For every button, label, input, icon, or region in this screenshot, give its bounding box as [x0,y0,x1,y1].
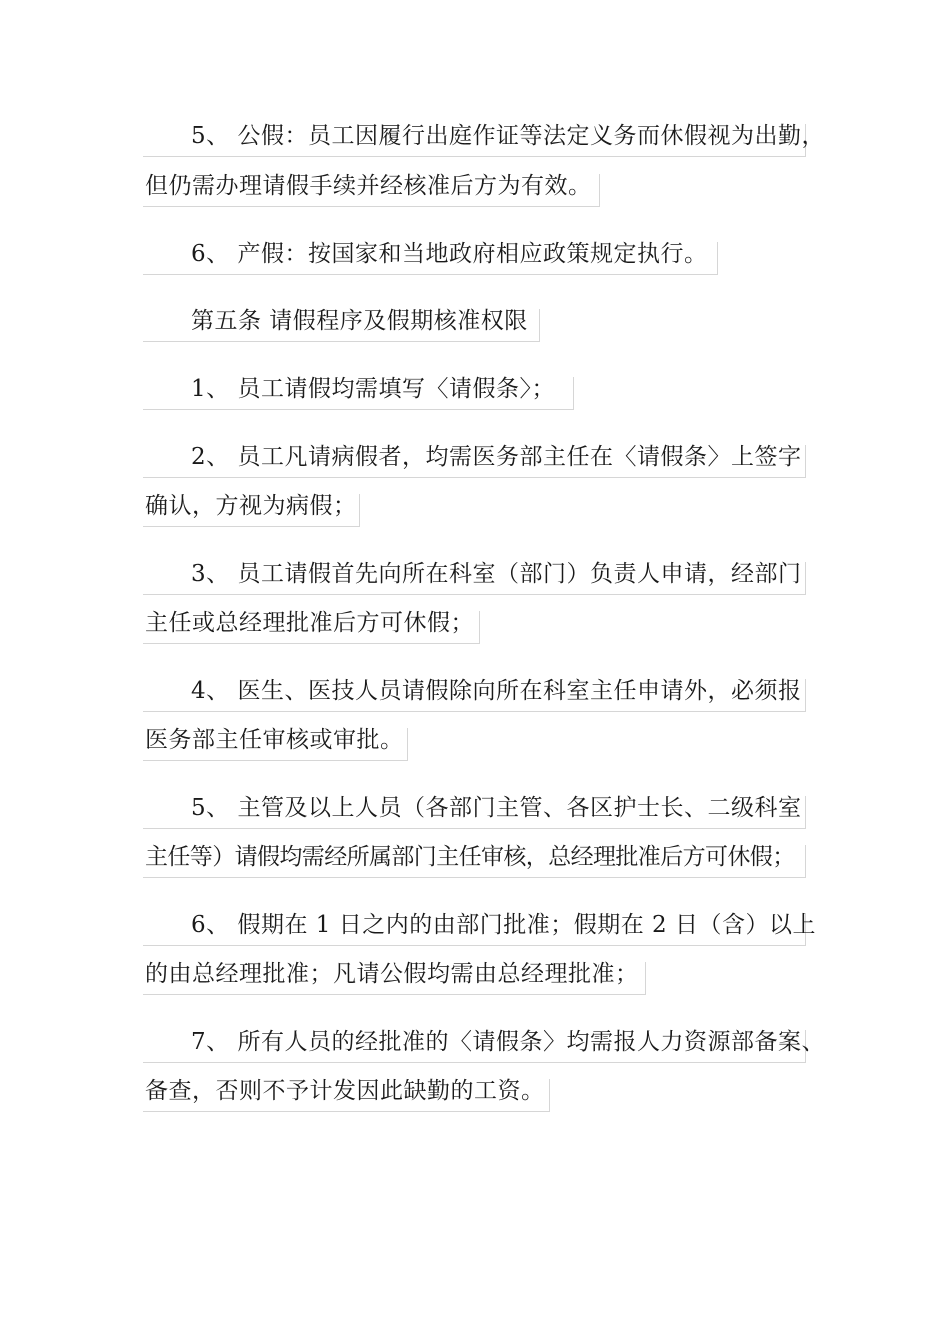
paragraph-2-line-1: 6、 产假：按国家和当地政府相应政策规定执行。 [191,241,708,267]
item-5-line-1: 5、 主管及以上人员（各部门主管、各区护士长、二级科室 [191,795,802,821]
item-1-line-1: 1、 员工请假均需填写〈请假条〉； [191,376,555,402]
item-5-line-2: 主任等）请假均需经所属部门主任审核，总经理批准后方可休假； [145,844,795,870]
item-4-line-2: 医务部主任审核或审批。 [145,727,404,753]
item-7-line-2: 备查，否则不予计发因此缺勤的工资。 [145,1078,545,1104]
item-2-line-1: 2、 员工凡请病假者，均需医务部主任在〈请假条〉上签字 [191,444,802,470]
item-3-line-2: 主任或总经理批准后方可休假； [145,610,474,636]
item-4-line-1: 4、 医生、医技人员请假除向所在科室主任申请外，必须报 [191,678,802,704]
item-2-line-2: 确认，方视为病假； [145,493,357,519]
item-7-line-1: 7、 所有人员的经批准的〈请假条〉均需报人力资源部备案、 [191,1029,825,1055]
paragraph-1-line-1: 5、 公假：员工因履行出庭作证等法定义务而休假视为出勤， [191,123,825,149]
item-3-line-1: 3、 员工请假首先向所在科室（部门）负责人申请，经部门 [191,561,802,587]
section-heading: 第五条 请假程序及假期核准权限 [191,308,528,334]
paragraph-1-line-2: 但仍需办理请假手续并经核准后方为有效。 [145,173,592,199]
item-6-line-2: 的由总经理批准；凡请公假均需由总经理批准； [145,961,639,987]
item-6-line-1: 6、 假期在 1 日之内的由部门批准；假期在 2 日（含）以上 [191,912,816,938]
